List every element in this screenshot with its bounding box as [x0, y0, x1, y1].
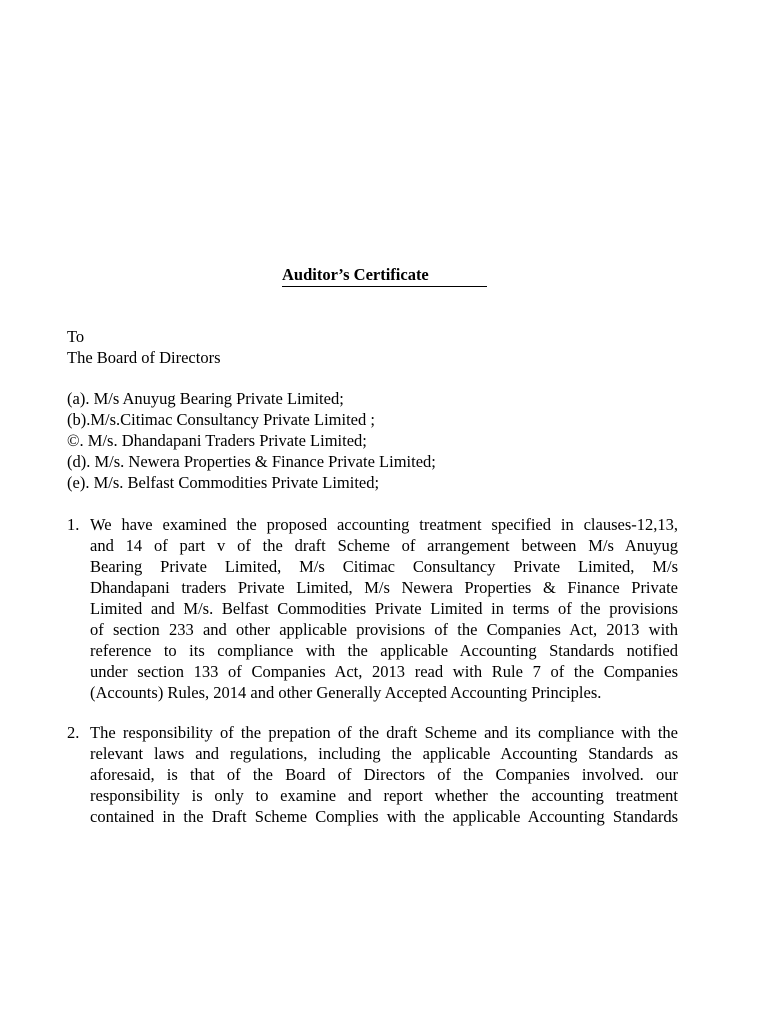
paragraph-number: 1.	[67, 515, 80, 534]
document-title: Auditor’s Certificate	[282, 264, 487, 287]
paragraph-line: contained in the Draft Scheme Complies with the applicable Accounting Standards	[90, 807, 678, 826]
address-recipient: The Board of Directors	[67, 348, 221, 367]
address-to: To	[67, 327, 85, 346]
addressee-item: (a). M/s Anuyug Bearing Private Limited;	[67, 389, 344, 408]
addressee-list	[67, 388, 707, 493]
paragraph-line: The responsibility of the prepation of the draft Scheme and its compliance with the	[90, 723, 678, 742]
paragraph-line: and 14 of part v of the draft Scheme of arrangement between M/s Anuyug	[90, 536, 678, 555]
paragraph-line: We have examined the proposed accounting treatment specified in clauses-12,13,	[90, 515, 678, 534]
paragraph-line: responsibility is only to examine and report whether the accounting treatment	[90, 786, 678, 805]
paragraph-line: Bearing Private Limited, M/s Citimac Consultancy Private Limited, M/s	[90, 557, 678, 576]
paragraph-line: (Accounts) Rules, 2014 and other Generally Accepted Accounting Principles.	[90, 683, 602, 702]
addressee-item: (b).M/s.Citimac Consultancy Private Limited ;	[67, 410, 375, 429]
paragraph-number: 2.	[67, 723, 80, 742]
addressee-item: ©. M/s. Dhandapani Traders Private Limited;	[67, 431, 367, 450]
paragraph-line: aforesaid, is that of the Board of Directors of the Companies involved. our	[90, 765, 678, 784]
address-block	[67, 326, 707, 368]
paragraph-line: Limited and M/s. Belfast Commodities Private Limited in terms of the provisions	[90, 599, 678, 618]
paragraph-line: reference to its compliance with the applicable Accounting Standards notified	[90, 641, 678, 660]
paragraph-line: Dhandapani traders Private Limited, M/s Newera Properties & Finance Private	[90, 578, 678, 597]
paragraph-line: of section 233 and other applicable provisions of the Companies Act, 2013 with	[90, 620, 678, 639]
paragraph-body	[90, 722, 678, 827]
paragraph-line: relevant laws and regulations, including the applicable Accounting Standards as	[90, 744, 678, 763]
paragraph-body	[90, 514, 678, 703]
addressee-item: (d). M/s. Newera Properties & Finance Private Limited;	[67, 452, 436, 471]
paragraph-line: under section 133 of Companies Act, 2013 read with Rule 7 of the Companies	[90, 662, 678, 681]
addressee-item: (e). M/s. Belfast Commodities Private Limited;	[67, 473, 380, 492]
